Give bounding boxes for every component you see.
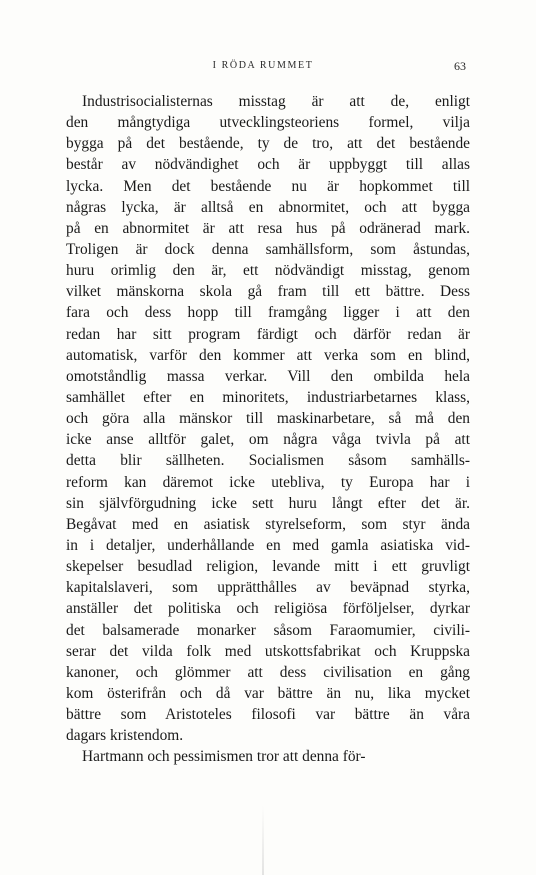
text-line: kapitalslaveri, som upprätthålles av beväpnad styrka, (66, 579, 470, 597)
text-line: Industrisocialisternas misstag är att de, enligt (82, 93, 470, 110)
text-line: den mångtydiga utvecklingsteoriens formel, vilja (66, 114, 470, 132)
text-line: bättre som Aristoteles filosofi var bättre än våra (66, 706, 470, 724)
text-line: någras lycka, är alltså en abnormitet, och att bygga (66, 198, 470, 216)
text-line: omotståndlig massa verkar. Vill den ombilda hela (66, 367, 470, 385)
text-line: kom österifrån och då var bättre än nu, lika mycket (66, 684, 470, 702)
text-line: reform kan däremot icke utebliva, ty Europa har i (66, 473, 470, 491)
text-line: lycka. Men det bestående nu är hopkommet till (66, 177, 470, 195)
page-crease (262, 806, 264, 875)
text-line: kanoner, och glömmer att dess civilisation en gång (66, 663, 470, 681)
text-line: består av nödvändighet och är uppbyggt till allas (66, 156, 470, 174)
running-head (66, 59, 466, 76)
body-text (66, 91, 470, 768)
text-line: bygga på det bestående, ty de tro, att det bestående (66, 135, 470, 153)
text-line: automatisk, varför den kommer att verka som en blind, (66, 346, 470, 364)
text-line: serar det vilda folk med utskottsfabrikat och Kruppska (66, 642, 470, 660)
text-line: redan har sitt program färdigt och därför redan är (66, 325, 470, 343)
text-line: detta blir sällheten. Socialismen såsom samhälls- (66, 452, 470, 470)
text-line: Troligen är dock denna samhällsform, som åstundas, (66, 240, 470, 258)
paragraph (66, 91, 470, 746)
running-title: I RÖDA RUMMET (212, 60, 314, 71)
text-line: huru orimlig den är, ett nödvändigt misstag, genom (66, 262, 470, 280)
text-line: anställer det politiska och religiösa förföljelser, dyrkar (66, 600, 470, 618)
text-line: fara och dess hopp till framgång ligger i att den (66, 304, 470, 322)
page-number: 63 (454, 59, 466, 73)
text-line: det balsamerade monarker såsom Faraomumier, civili- (66, 621, 470, 639)
text-line: skepelser besudlad religion, levande mitt i ett gruvligt (66, 558, 470, 576)
text-line: in i detaljer, underhållande en med gamla asiatiska vid- (66, 536, 470, 554)
text-line: icke anse alltför galet, om några våga tvivla på att (66, 431, 470, 449)
text-line: Hartmann och pessimismen tror att denna för- (82, 748, 366, 766)
text-line: samhället efter en minoritets, industriarbetarnes klass, (66, 388, 470, 406)
text-line: sin självförgudning icke sett huru långt efter det är. (66, 494, 470, 512)
text-line: på en abnormitet är att resa hus på odränerad mark. (66, 219, 470, 237)
text-line: dagars kristendom. (66, 727, 184, 745)
text-line: Begåvat med en asiatisk styrelseform, som styr ända (66, 515, 470, 533)
paragraph (66, 746, 470, 767)
text-line: och göra alla mänskor till maskinarbetare, så må den (66, 410, 470, 428)
text-line: vilket mänskorna skola gå fram till ett bättre. Dess (66, 283, 470, 301)
